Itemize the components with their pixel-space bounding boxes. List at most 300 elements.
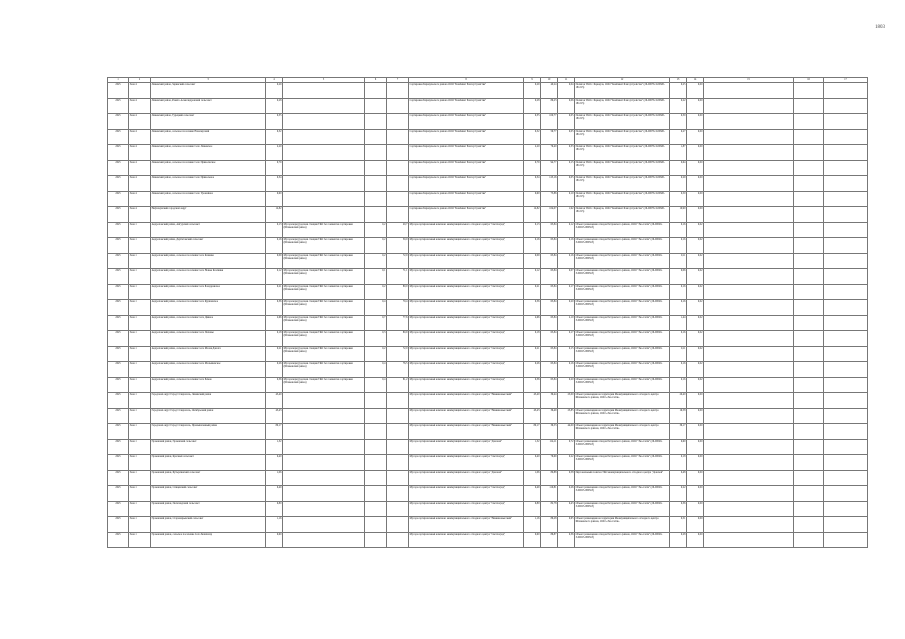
cell-settlement: Линевский район, сельское поселение Село Урожайное: [151, 191, 266, 207]
cell-waste-mass: 0,21: [266, 346, 283, 362]
cell-settlement: Андроповский район, Айгурский сельсовет: [151, 222, 266, 238]
cell-disposal-site: Объект размещения на территории Межмуниципального отходного центра Шпаковского района, ООО «Эко-Сити»: [575, 517, 670, 533]
cell-distance: 65,84: [541, 346, 558, 362]
cell-recycled-mass: 44,00: [558, 424, 575, 440]
cell-transfer-mass: [365, 517, 387, 533]
cell-distance: 80,88: [541, 470, 558, 486]
cell-transfer-station: [283, 532, 365, 548]
cell-zone: Зона 1: [129, 455, 151, 471]
cell-settlement: Городской округ Город Ставрополь, Ленинский район: [151, 393, 266, 409]
cell-empty: [794, 269, 824, 285]
cell-disposed-mass: 0,16: [670, 238, 687, 254]
cell-transfer-station: Мусороперегрузочная станция ТКО без элементов сортировки (Шпаковский район): [283, 284, 365, 300]
cell-recycled-mass: 25,00: [558, 393, 575, 409]
cell-recycled-mass: 0,22: [558, 455, 575, 471]
cell-disposal-site: Объект размещения на территории Межмуниципального отходного центра Шпаковского района, ООО «Эко-Сити»: [575, 393, 670, 409]
cell-year: 2025: [108, 145, 129, 161]
cell-other-mass: 0,02: [687, 346, 704, 362]
cell-transfer-station: [283, 160, 365, 176]
cell-transfer-mass: 0,4: [365, 362, 387, 378]
column-number: 12: [575, 78, 670, 83]
cell-transfer-station: Мусороперегрузочная станция ТКО без элементов сортировки (Шпаковский район): [283, 346, 365, 362]
cell-disposal-site: Объект размещения отходов Петровского района, ООО "Эко-Сити" (26-00026-З-00025-080318): [575, 238, 670, 254]
cell-transfer-station: Мусороперегрузочная станция ТКО без элементов сортировки (Шпаковский район): [283, 331, 365, 347]
cell-processing-facility: Мусоросортировочный комплекс межмуниципального отходного центра "Светлоград": [409, 346, 524, 362]
cell-year: 2025: [108, 408, 129, 424]
cell-transfer-mass: [365, 98, 387, 114]
cell-settlement: Андроповский район, сельское поселение Село Малышевское: [151, 362, 266, 378]
cell-processed-mass: 0,80: [524, 501, 541, 517]
cell-empty: [704, 114, 794, 130]
cell-processed-mass: 0,21: [524, 346, 541, 362]
cell-empty: [794, 393, 824, 409]
cell-processed-mass: 0,60: [524, 191, 541, 207]
cell-disposed-mass: 1,44: [670, 315, 687, 331]
cell-disposal-site: Объект размещения отходов Петровского района, ООО "Эко-Сити" (26-00026-З-00025-080318): [575, 253, 670, 269]
cell-empty: [704, 160, 794, 176]
cell-zone: Зона 1: [129, 300, 151, 316]
cell-empty: [704, 176, 794, 192]
cell-recycled-mass: 2,10: [558, 315, 575, 331]
cell-other-mass: 0,00: [687, 207, 704, 223]
cell-disposed-mass: 0,16: [670, 331, 687, 347]
cell-transfer-mass: 0,4: [365, 300, 387, 316]
cell-waste-mass: 1,06: [266, 470, 283, 486]
cell-zone: Зона 4: [129, 160, 151, 176]
table-row: [108, 98, 868, 114]
cell-disposal-site: Объект размещения отходов Петровского района, ООО "Эко-Сити" (26-00026-З-00025-080318): [575, 486, 670, 502]
cell-waste-mass: 2,66: [266, 315, 283, 331]
cell-transfer-distance: [387, 207, 409, 223]
cell-recycled-mass: 0,15: [558, 160, 575, 176]
cell-disposal-site: Объект размещения отходов Петровского района, ООО "Эко-Сити" (26-00026-З-00025-080318): [575, 346, 670, 362]
cell-transfer-mass: [365, 439, 387, 455]
cell-transfer-mass: [365, 83, 387, 99]
cell-transfer-station: [283, 176, 365, 192]
cell-disposed-mass: 0,06: [670, 269, 687, 285]
cell-transfer-station: [283, 129, 365, 145]
cell-waste-mass: 12,82: [266, 207, 283, 223]
cell-empty: [704, 145, 794, 161]
cell-other-mass: 0,00: [687, 176, 704, 192]
cell-transfer-station: Мусороперегрузочная станция ТКО без элементов сортировки (Шпаковский район): [283, 269, 365, 285]
cell-recycled-mass: 0,58: [558, 470, 575, 486]
cell-transfer-mass: 0,2: [365, 253, 387, 269]
column-number: 10: [541, 78, 558, 83]
cell-transfer-distance: 81,2: [387, 377, 409, 393]
cell-settlement: Нефтекумский городской округ: [151, 207, 266, 223]
cell-processed-mass: 0,35: [524, 114, 541, 130]
cell-disposal-site: Объект размещения отходов Петровского района, ООО "Эко-Сити" (26-00026-З-00025-080318): [575, 455, 670, 471]
cell-year: 2025: [108, 486, 129, 502]
cell-processing-facility: Сортировка Барнаульского района ООО "Комбинат Благоустройства": [409, 145, 524, 161]
cell-other-mass: 0,00: [687, 145, 704, 161]
column-number: 6: [365, 78, 387, 83]
table-row: [108, 160, 868, 176]
cell-transfer-distance: [387, 501, 409, 517]
cell-processing-facility: Мусоросортировочный комплекс межмуниципального отходного центра "Донской": [409, 439, 524, 455]
table-row: [108, 145, 868, 161]
cell-distance: 79,40: [541, 145, 558, 161]
table-row: [108, 269, 868, 285]
cell-distance: 94,77: [541, 160, 558, 176]
cell-transfer-mass: [365, 393, 387, 409]
cell-empty: [704, 222, 794, 238]
cell-settlement: Андроповский район, сельское поселение Село Новые Козлянки: [151, 269, 266, 285]
cell-disposal-site: Полигон ТКО г. Барнаула, ООО "Комбинат Благоустройства" (26-00076-З-00820-181215): [575, 83, 670, 99]
cell-disposed-mass: 0,18: [670, 455, 687, 471]
cell-zone: Зона 1: [129, 424, 151, 440]
cell-distance: 65,84: [541, 300, 558, 316]
cell-transfer-distance: 76,5: [387, 362, 409, 378]
cell-year: 2025: [108, 207, 129, 223]
cell-distance: 123,16: [541, 176, 558, 192]
cell-transfer-station: Мусороперегрузочная станция ТКО без элементов сортировки (Шпаковский район): [283, 377, 365, 393]
cell-recycled-mass: 0,06: [558, 98, 575, 114]
cell-disposed-mass: 19,58: [670, 408, 687, 424]
cell-recycled-mass: 0,43: [558, 501, 575, 517]
cell-disposal-site: Объект размещения отходов Петровского района, ООО "Эко-Сити" (26-00026-З-00025-080318): [575, 362, 670, 378]
cell-distance: 86,28: [541, 517, 558, 533]
cell-empty: [794, 501, 824, 517]
cell-settlement: Грачевский район, сельское поселение Село Бешпагир: [151, 532, 266, 548]
cell-other-mass: 0,02: [687, 284, 704, 300]
cell-disposed-mass: 0,50: [670, 191, 687, 207]
cell-other-mass: 0,00: [687, 532, 704, 548]
cell-transfer-station: [283, 145, 365, 161]
cell-settlement: Грачевский район, Грачевский сельсовет: [151, 439, 266, 455]
cell-disposal-site: Полигон ТКО г. Барнаула, ООО "Комбинат Благоустройства" (26-00076-З-00820-181215): [575, 176, 670, 192]
cell-disposed-mass: 0,22: [670, 486, 687, 502]
cell-other-mass: 0,00: [687, 160, 704, 176]
cell-processing-facility: Мусоросортировочный комплекс межмуниципального отходного центра "Светлоград": [409, 222, 524, 238]
cell-transfer-mass: [365, 532, 387, 548]
cell-empty: [824, 222, 868, 238]
cell-empty: [794, 114, 824, 130]
cell-disposal-site: Объект размещения на территории Межмуниципального отходного центра Шпаковского района, ООО «Эко-Сити»: [575, 424, 670, 440]
cell-empty: [704, 486, 794, 502]
cell-waste-mass: 0,40: [266, 455, 283, 471]
cell-processing-facility: Мусоросортировочный комплекс межмуниципального отходного центра "Светлоград": [409, 501, 524, 517]
cell-transfer-distance: 20,7: [387, 222, 409, 238]
cell-processing-facility: Мусоросортировочный комплекс межмуниципального отходного центра "Светлоград": [409, 300, 524, 316]
table-row: [108, 83, 868, 99]
cell-processing-facility: Мусоросортировочный комплекс межмуниципального отходного центра "Донской": [409, 470, 524, 486]
cell-empty: [794, 470, 824, 486]
column-number: 7: [387, 78, 409, 83]
cell-year: 2025: [108, 424, 129, 440]
cell-empty: [794, 284, 824, 300]
cell-settlement: Грачевский район, Бутырлинский сельсовет: [151, 470, 266, 486]
cell-settlement: Грачевский район, Красный сельсовет: [151, 455, 266, 471]
cell-empty: [704, 517, 794, 533]
cell-empty: [704, 424, 794, 440]
table-row: [108, 315, 868, 331]
cell-other-mass: 0,02: [687, 269, 704, 285]
cell-distance: 76,69: [541, 455, 558, 471]
cell-empty: [824, 83, 868, 99]
page-number: 1803: [875, 25, 885, 30]
column-number: 4: [266, 78, 283, 83]
cell-processed-mass: 2,66: [524, 315, 541, 331]
cell-empty: [794, 145, 824, 161]
cell-empty: [704, 284, 794, 300]
cell-year: 2025: [108, 114, 129, 130]
cell-disposed-mass: 0,25: [670, 83, 687, 99]
cell-disposal-site: Полигон ТКО г. Барнаула, ООО "Комбинат Благоустройства" (26-00076-З-00820-181215): [575, 98, 670, 114]
cell-empty: [824, 346, 868, 362]
cell-processing-facility: Сортировка Барнаульского района ООО "Комбинат Благоустройства": [409, 160, 524, 176]
cell-settlement: Андроповский район, сельское поселение Село Ремов: [151, 377, 266, 393]
cell-settlement: Грачевский район, Старомарьевский сельсовет: [151, 517, 266, 533]
cell-empty: [704, 238, 794, 254]
cell-other-mass: 0,00: [687, 393, 704, 409]
cell-processing-facility: Мусоросортировочный комплекс межмуниципального отходного центра "Светлоград": [409, 377, 524, 393]
column-number: 14: [687, 78, 704, 83]
cell-settlement: Андроповский район, Дербетовский сельсовет: [151, 238, 266, 254]
table-row: [108, 331, 868, 347]
cell-transfer-mass: 0,7: [365, 315, 387, 331]
cell-zone: Зона 1: [129, 315, 151, 331]
cell-other-mass: 0,02: [687, 377, 704, 393]
cell-empty: [704, 129, 794, 145]
cell-year: 2025: [108, 517, 129, 533]
table-row: [108, 408, 868, 424]
column-number: 9: [524, 78, 541, 83]
table-body: [108, 83, 868, 548]
cell-year: 2025: [108, 377, 129, 393]
cell-empty: [794, 408, 824, 424]
cell-empty: [794, 83, 824, 99]
cell-year: 2025: [108, 470, 129, 486]
cell-recycled-mass: 0,20: [558, 377, 575, 393]
cell-empty: [704, 439, 794, 455]
cell-settlement: Городской округ Город Ставрополь, Промышленный район: [151, 424, 266, 440]
cell-disposal-site: Полигон ТКО г. Барнаула, ООО "Комбинат Благоустройства" (26-00076-З-00820-181215): [575, 129, 670, 145]
cell-disposal-site: Объект размещения отходов Петровского района, ООО "Эко-Сити" (26-00026-З-00025-080318): [575, 377, 670, 393]
cell-processed-mass: 1,06: [524, 470, 541, 486]
cell-disposal-site: Объект размещения отходов Петровского района, ООО "Эко-Сити" (26-00026-З-00025-080318): [575, 331, 670, 347]
table-row: [108, 176, 868, 192]
cell-empty: [824, 486, 868, 502]
cell-zone: Зона 1: [129, 470, 151, 486]
cell-transfer-distance: [387, 114, 409, 130]
cell-transfer-station: [283, 98, 365, 114]
cell-transfer-mass: 0,2: [365, 238, 387, 254]
cell-disposed-mass: 20,40: [670, 393, 687, 409]
cell-processed-mass: 0,79: [524, 160, 541, 176]
cell-transfer-distance: [387, 393, 409, 409]
cell-transfer-station: [283, 517, 365, 533]
cell-empty: [824, 160, 868, 176]
cell-transfer-station: [283, 207, 365, 223]
cell-processing-facility: Мусоросортировочный комплекс межмуниципального отходного центра "Светлоград": [409, 455, 524, 471]
cell-empty: [794, 160, 824, 176]
table-row: [108, 253, 868, 269]
cell-waste-mass: 0,18: [266, 331, 283, 347]
cell-zone: Зона 1: [129, 377, 151, 393]
cell-transfer-distance: 80,9: [387, 331, 409, 347]
cell-transfer-distance: 72,0: [387, 346, 409, 362]
cell-processing-facility: Сортировка Барнаульского района ООО "Комбинат Благоустройства": [409, 191, 524, 207]
cell-distance: 104,07: [541, 207, 558, 223]
cell-transfer-mass: [365, 114, 387, 130]
cell-settlement: Линевский район, сельское поселение Село Приволжское: [151, 160, 266, 176]
cell-empty: [704, 191, 794, 207]
cell-waste-mass: 0,28: [266, 98, 283, 114]
cell-transfer-station: [283, 114, 365, 130]
cell-transfer-distance: [387, 129, 409, 145]
cell-distance: 86,87: [541, 532, 558, 548]
cell-empty: [824, 207, 868, 223]
cell-empty: [824, 269, 868, 285]
cell-other-mass: 0,02: [687, 331, 704, 347]
waste-flow-table: [107, 77, 868, 548]
table-row: [108, 207, 868, 223]
cell-processing-facility: Мусоросортировочный комплекс межмуниципального отходного центра "Невинномысский": [409, 408, 524, 424]
cell-processed-mass: 0,60: [524, 532, 541, 548]
cell-other-mass: 0,00: [687, 83, 704, 99]
cell-empty: [824, 408, 868, 424]
cell-empty: [824, 501, 868, 517]
cell-distance: 65,84: [541, 269, 558, 285]
cell-empty: [794, 439, 824, 455]
cell-year: 2025: [108, 393, 129, 409]
cell-zone: Зона 1: [129, 408, 151, 424]
cell-year: 2025: [108, 83, 129, 99]
cell-empty: [794, 98, 824, 114]
table-row: [108, 424, 868, 440]
cell-distance: 82,78: [541, 501, 558, 517]
cell-empty: [794, 315, 824, 331]
cell-year: 2025: [108, 439, 129, 455]
cell-transfer-distance: [387, 145, 409, 161]
cell-empty: [824, 424, 868, 440]
cell-disposed-mass: 0,29: [670, 176, 687, 192]
cell-waste-mass: 80,17: [266, 424, 283, 440]
cell-empty: [704, 331, 794, 347]
cell-transfer-distance: [387, 532, 409, 548]
cell-empty: [794, 253, 824, 269]
table-row: [108, 300, 868, 316]
cell-settlement: Линевский район, сельское поселение Новоперский: [151, 129, 266, 145]
cell-empty: [704, 83, 794, 99]
table-row: [108, 377, 868, 393]
cell-empty: [824, 470, 868, 486]
cell-disposal-site: Объект размещения отходов Петровского района, ООО "Эко-Сити" (26-00026-З-00025-080318): [575, 501, 670, 517]
cell-processing-facility: Сортировка Барнаульского района ООО "Комбинат Благоустройства": [409, 129, 524, 145]
cell-empty: [824, 191, 868, 207]
cell-recycled-mass: 1,92: [558, 207, 575, 223]
cell-empty: [824, 331, 868, 347]
cell-zone: Зона 1: [129, 222, 151, 238]
cell-transfer-station: [283, 439, 365, 455]
cell-empty: [824, 284, 868, 300]
column-number: 2: [129, 78, 151, 83]
cell-transfer-mass: 0,4: [365, 377, 387, 393]
cell-empty: [704, 532, 794, 548]
cell-transfer-mass: [365, 160, 387, 176]
cell-other-mass: 0,02: [687, 315, 704, 331]
cell-disposed-mass: 0,16: [670, 362, 687, 378]
cell-recycled-mass: 0,17: [558, 284, 575, 300]
cell-disposal-site: Объект размещения отходов Петровского района, ООО "Эко-Сити" (26-00026-З-00025-080318): [575, 532, 670, 548]
cell-empty: [824, 517, 868, 533]
cell-disposed-mass: 0,22: [670, 98, 687, 114]
cell-settlement: Грачевский район, Спицевский сельсовет: [151, 486, 266, 502]
cell-distance: 65,84: [541, 331, 558, 347]
cell-other-mass: 0,00: [687, 98, 704, 114]
cell-year: 2025: [108, 331, 129, 347]
column-number: 13: [670, 78, 687, 83]
cell-transfer-station: [283, 501, 365, 517]
cell-distance: 114,11: [541, 439, 558, 455]
cell-year: 2025: [108, 191, 129, 207]
cell-waste-mass: 0,32: [266, 129, 283, 145]
table-row: [108, 129, 868, 145]
cell-transfer-distance: 71,1: [387, 269, 409, 285]
cell-processing-facility: Мусоросортировочный комплекс межмуниципального отходного центра "Невинномысский": [409, 517, 524, 533]
table-row: [108, 238, 868, 254]
cell-zone: Зона 4: [129, 207, 151, 223]
cell-processing-facility: Мусоросортировочный комплекс межмуниципального отходного центра "Светлоград": [409, 486, 524, 502]
cell-zone: Зона 1: [129, 346, 151, 362]
cell-year: 2025: [108, 532, 129, 548]
cell-waste-mass: 0,12: [266, 269, 283, 285]
cell-empty: [704, 269, 794, 285]
cell-disposed-mass: 0,16: [670, 222, 687, 238]
cell-zone: Зона 1: [129, 362, 151, 378]
cell-empty: [794, 424, 824, 440]
cell-transfer-distance: [387, 408, 409, 424]
cell-disposed-mass: 0,11: [670, 253, 687, 269]
cell-distance: 36,53: [541, 424, 558, 440]
cell-zone: Зона 1: [129, 486, 151, 502]
cell-distance: 36,49: [541, 408, 558, 424]
cell-year: 2025: [108, 222, 129, 238]
cell-disposed-mass: 0,11: [670, 346, 687, 362]
cell-processed-mass: 0,26: [524, 362, 541, 378]
cell-zone: Зона 4: [129, 191, 151, 207]
cell-processed-mass: 12,82: [524, 207, 541, 223]
cell-processed-mass: 0,28: [524, 98, 541, 114]
cell-disposal-site: Полигон ТКО г. Барнаула, ООО "Комбинат Благоустройства" (26-00076-З-00820-181215): [575, 114, 670, 130]
cell-other-mass: 0,00: [687, 129, 704, 145]
cell-zone: Зона 1: [129, 284, 151, 300]
cell-distance: 65,84: [541, 362, 558, 378]
cell-empty: [794, 222, 824, 238]
cell-transfer-mass: [365, 424, 387, 440]
cell-transfer-mass: [365, 455, 387, 471]
cell-empty: [704, 315, 794, 331]
cell-recycled-mass: 0,36: [558, 532, 575, 548]
cell-other-mass: 0,02: [687, 238, 704, 254]
cell-disposal-site: Объект размещения отходов Петровского района, ООО "Эко-Сити" (26-00026-З-00025-080318): [575, 315, 670, 331]
cell-settlement: Андроповский район, сельское поселение Село Бондаревское: [151, 284, 266, 300]
cell-processing-facility: Сортировка Барнаульского района ООО "Комбинат Благоустройства": [409, 207, 524, 223]
cell-recycled-mass: 0,15: [558, 346, 575, 362]
cell-processed-mass: 1,16: [524, 517, 541, 533]
cell-other-mass: 0,02: [687, 253, 704, 269]
cell-year: 2025: [108, 284, 129, 300]
cell-zone: Зона 1: [129, 238, 151, 254]
cell-year: 2025: [108, 176, 129, 192]
cell-transfer-distance: 77,6: [387, 315, 409, 331]
table-row: [108, 284, 868, 300]
cell-transfer-mass: 0,1: [365, 269, 387, 285]
cell-other-mass: 0,00: [687, 114, 704, 130]
cell-distance: 65,84: [541, 377, 558, 393]
